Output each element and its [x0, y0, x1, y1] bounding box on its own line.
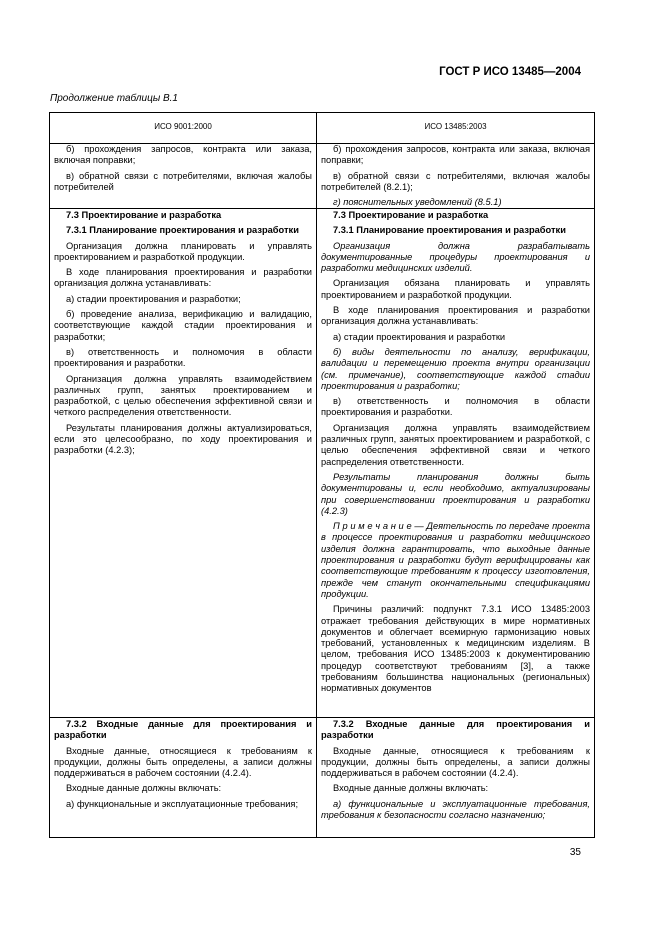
cell-text: а) функциональные и эксплуатационные требования, требования к безопасности согласно назначению;: [321, 798, 590, 821]
cell-text: Организация обязана планировать и управлять проектированием и разработкой продукции.: [321, 278, 590, 300]
cell-text: в) ответственность и полномочия в области проектирования и разработки.: [54, 346, 312, 369]
row-3-left-cell: [54, 719, 312, 814]
cell-text: Результаты планирования должны быть документированы и, если необходимо, актуализированы при совершенствовании проектирования и разработки (4.2.3): [321, 471, 590, 516]
note: П р и м е ч а н и е — Деятельность по передаче проекта в процессе проектирования и разработки медицинского изделия должна гарантировать, что выходные данные проектирования и разработки будут верифицированы как соответствующие требованиям к процессу изготовления, прежде чем станут окончательными спецификациями продукции.: [321, 521, 590, 599]
cell-text: Организация должна управлять взаимодействием различных групп, занятых проектированием и разработкой, с целью обеспечения эффективной связи и четкого распределения ответственности.: [321, 422, 590, 467]
cell-text: Входные данные должны включать:: [333, 783, 489, 794]
cell-text: в) ответственность и полномочия в области проектирования и разработки.: [321, 396, 590, 418]
cell-text: Организация должна управлять взаимодействием различных групп, занятых проектированием и разработкой, с целью обеспечения эффективной связи и четкого распределения ответственности.: [54, 373, 312, 418]
column-header-right: ИСО 13485:2003: [424, 122, 487, 131]
cell-text: в) обратной связи с потребителями, включая жалобы потребителей: [54, 170, 312, 192]
row-1-left-cell: [54, 144, 312, 197]
row-2-right-cell: [321, 210, 590, 699]
row-3-right-cell: [321, 719, 590, 825]
subsection-heading: 7.3.1 Планирование проектирования и разработки: [66, 225, 299, 236]
table-continuation-label: Продолжение таблицы В.1: [50, 93, 178, 104]
standard-designation: ГОСТ Р ИСО 13485—2004: [439, 66, 581, 78]
note-text: Деятельность по передаче проекта в процессе проектирования и разработки медицинского изделия должна гарантировать, что выходные данные проектирования и разработки будут верифицированы как соответствующие требованиям к процессу изготовления, прежде чем станут окончательными спецификациями продукции.: [321, 521, 590, 599]
cell-text: Организация должна разрабатывать документированные процедуры проектирования и разработки медицинских изделий.: [321, 240, 590, 274]
cell-text: Организация должна планировать и управлять проектированием и разработкой продукции.: [54, 240, 312, 262]
cell-text: Входные данные должны включать:: [66, 783, 222, 794]
cell-text: Результаты планирования должны актуализироваться, если это целесообразно, по ходу проектирования и разработки (4.2.3);: [54, 422, 312, 456]
row-divider: [50, 717, 594, 718]
cell-text: В ходе планирования проектирования и разработки организация должна устанавливать:: [54, 267, 312, 289]
cell-text: а) функциональные и эксплуатационные требования;: [66, 798, 299, 809]
cell-text: Причины различий: подпункт 7.3.1 ИСО 13485:2003 отражает требования действующих в мире нормативных документов и облегчает всемирную гармонизацию новых требований, установленных к медицинским изделиям. В целом, требования ИСО 13485:2003 к документированию процедур соответствуют требованиям [3], а также требованиям большинства национальных (региональных) нормативных документов: [321, 604, 590, 694]
note-label: П р и м е ч а н и е: [333, 521, 412, 532]
cell-text: В ходе планирования проектирования и разработки организация должна устанавливать:: [321, 305, 590, 327]
cell-text: г) пояснительных уведомлений (8.5.1): [333, 197, 502, 208]
row-1-right-cell: [321, 144, 590, 212]
subsection-heading: 7.3.2 Входные данные для проектирования и разработки: [321, 719, 590, 741]
cell-text: а) стадии проектирования и разработки: [333, 331, 506, 342]
cell-text: в) обратной связи с потребителями, включая жалобы потребителей (8.2.1);: [321, 170, 590, 192]
cell-text: б) прохождения запросов, контракта или заказа, включая поправки;: [54, 144, 312, 166]
cell-text: а) стадии проектирования и разработки;: [66, 293, 241, 304]
cell-text: б) виды деятельности по анализу, верификации, валидации и перемещению проекта внутри организации (см. примечание), соответствующие каждой стадии проектирования и разработки;: [321, 346, 590, 391]
cell-text: Входные данные, относящиеся к требованиям к продукции, должны быть определены, а записи должны поддерживаться в рабочем состоянии (4.2.4).: [321, 745, 590, 779]
column-divider: [316, 113, 317, 837]
cell-text: б) проведение анализа, верификацию и валидацию, соответствующие каждой стадии проектирования и разработки;: [54, 309, 312, 342]
section-heading: 7.3 Проектирование и разработка: [66, 210, 222, 220]
cell-text: б) прохождения запросов, контракта или заказа, включая поправки;: [321, 144, 590, 166]
section-heading: 7.3 Проектирование и разработка: [333, 210, 489, 220]
column-header-left: ИСО 9001:2000: [154, 122, 212, 131]
comparison-table: [49, 112, 595, 838]
cell-text: Входные данные, относящиеся к требованиям к продукции, должны быть определены, а записи должны поддерживаться в рабочем состоянии (4.2.4).: [54, 745, 312, 779]
page-number: 35: [569, 847, 581, 858]
subsection-heading: 7.3.2 Входные данные для проектирования и разработки: [54, 719, 312, 741]
subsection-heading: 7.3.1 Планирование проектирования и разработки: [333, 225, 566, 236]
row-2-left-cell: [54, 210, 312, 461]
